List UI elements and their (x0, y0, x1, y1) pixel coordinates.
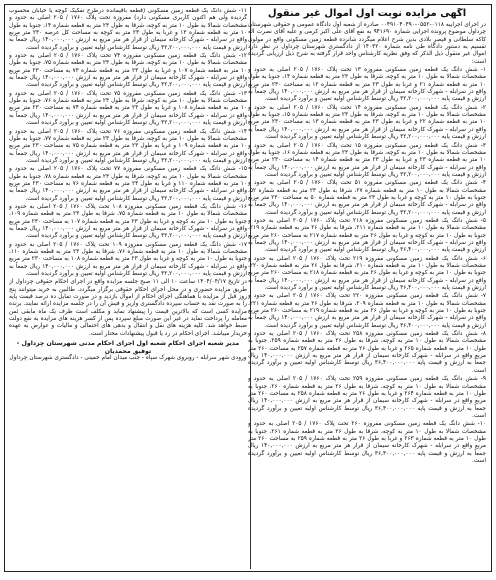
item-paragraph: ۱۳- شش دانگ یک قطعه زمین مسکونی مفروزه ۷۵ تحت پلاک ۱۷۶۰ / ۲۰۵ اصلی به حدود و مشخصات شمالا به طول ۱۰ متر به کوچه، شرقا به طول ۲۳ متر به قطعه شماره ۷۶، جنوبا به طول ۱۰ متر به قطعه شماره ۱۰۸ و غربا به طول ۲۳ متر به قطعه شماره ۷۴ به مساحت ۲۳۰ متر مربع واقع در سرابله - شهرک کارخانه سیمان از قرار هر متر مربع به ارزش ۱۴۰,۰۰۰,۰۰۰ ریال جمعاً به ارزش و قیمت پایه ۳۲,۲۰۰,۰۰۰,۰۰۰ ریال توسط کارشناس اولیه تعیین و برآورد گردیده است. (9, 90, 247, 127)
notice-title: آگهی مزایده نوبت اول اموال غیر منقول (267, 8, 467, 19)
item-paragraph: ۳- شش دانگ یک قطعه زمین مسکونی مفروزه ۱۵ تحت پلاک ۱۷۶۰ / ۲۰۵ اصلی به حدود و مشخصات شمالا به طول ۱۰ متر به کوچه، شرقا به طول ۲۳ متر به قطعه شماره ۱۶، جنوبا به طول ۱۰ متر به قطعه شماره ۲۳ و غربا به طول ۲۳ متر به قطعه شماره ۱۴ به مساحت ۲۳۰ متر مربع واقع در سرابله - شهرک کارخانه سیمان از قرار هر متر مربع به ارزش ۱۴۰,۰۰۰,۰۰۰ ریال جمعاً به ارزش و قیمت پایه ۳۲,۲۰۰,۰۰۰,۰۰۰ ریال توسط کارشناس اولیه تعیین و برآورد گردیده است. (248, 142, 486, 178)
left-column (9, 8, 247, 568)
item-paragraph: ۵- شش دانگ یک قطعه زمین مسکونی مفروزه ۲۱۸ تحت پلاک ۱۷۶۰ / ۲۰۵ اصلی به حدود و مشخصات شمالا به طول ۱۰ متر به قطعه شماره ۲۱۱، شرقا به طول ۲۶ متر به قطعه شماره ۲۱۹، جنوبا به طول ۱۰ متر به کوچه و غربا به طول ۲۶ متر به قطعه شماره ۲۱۷ به مساحت ۲۶۰ متر مربع واقع در سرابله - شهرک کارخانه سیمان از قرار هر متر مربع به ارزش ۱۴۰,۰۰۰,۰۰۰ ریال جمعاً به ارزش و قیمت پایه ۳۶,۴۰۰,۰۰۰,۰۰۰ ریال توسط کارشناس اولیه تعیین و برآورد گردیده است. (248, 217, 486, 254)
intro-paragraph: در اجرای اجراییه ۰۱۱۸-۰۵۵۲-۰۰۴۹۱۰۴۰۴۹۰ صادره از شعبه اول دادگاه عمومی و حقوقی شهرستان چرداول موضوع پرونده اجرایی شماره ۹۴۱۶۹۰ به نفع آقای علی اکبر کرمی و علیه آقای نصرت اله کاکه سلطانی و قیصر بلادی بدین شرح اعلام میگردد شانزده قطعه زمین مسکونی واقع در مولوی تقسیم به دستور دادگاه طی نامه شماره ۱۴۰۳۲۰ از دادگستری شهرستان چرداول در نظر دارد اموال غیر منقول ذیل الذکر که وفق نظریه کارشناس واحد قرار گرفته به شرح ذیل ارزیابی گردیده است: (248, 22, 486, 65)
item-paragraph: ۷- شش دانگ یک قطعه زمین مسکونی مفروزه ۲۲۰ تحت پلاک ۱۷۶۰ / ۲۰۵ اصلی به حدود و مشخصات شمالا به طول ۱۰ متر به قطعه شماره ۲۰۹، شرقا به طول ۲۶ متر به قطعه شماره ۲۲۱، جنوبا به طول ۱۰ متر به کوچه و غربا به طول ۲۶ متر به قطعه شماره ۲۱۹ به مساحت ۲۶۰ متر مربع واقع در سرابله - شهرک کارخانه سیمان از قرار هر متر مربع به ارزش ۱۴۰,۰۰۰,۰۰۰ ریال جمعاً به ارزش و قیمت پایه ۳۶,۴۰۰,۰۰۰,۰۰۰ ریال توسط کارشناس اولیه تعیین و برآورد گردیده است. (248, 293, 486, 329)
item-paragraph: ۱۵- شش دانگ یک قطعه زمین مسکونی مفروزه ۷۷ تحت پلاک ۱۷۶۰ / ۲۰۵ اصلی به حدود و مشخصات شمالا به طول ۱۰ متر به کوچه، شرقا به طول ۲۳ متر به قطعه شماره ۷۸، جنوبا به طول ۱۰ متر به قطعه شماره ۱۱۰ و غربا به طول ۲۳ متر به قطعه شماره ۷۶ به مساحت ۲۳۰ متر مربع واقع در سرابله - شهرک کارخانه سیمان از قرار هر متر مربع به ارزش ۱۴۰,۰۰۰,۰۰۰ ریال جمعاً به ارزش و قیمت پایه ۳۲,۲۰۰,۰۰۰,۰۰۰ ریال توسط کارشناس اولیه تعیین و برآورد گردیده است. (9, 166, 247, 202)
item-paragraph: ۱۱- شش دانگ یک قطعه زمین مسکونی (قطعه باقیمانده درطرح تفکیک کوچه یا خیابان محسوب گردیده ولی هم اکنون کاربری مسکونی دارد) مفروزه تحت پلاک ۱۷۶۰ / ۲۰۵ اصلی به حدود و مشخصات شمالا به طول ۱۰ متر به کوچه، شرقا به طول ۲۳ متر به قطعه شماره ۱۴، جنوبا به طول ۱۰ متر به قطعه شماره ۱۳ و غربا به طول ۲۳ متر به کوچه به مساحت کل عرصه ۲۳۰ متر مربع واقع در سرابله - شهرک کارخانه سیمان از قرار هر متر مربع به ارزش ۱۴۰,۰۰۰,۰۰۰ ریال جمعاً به ارزش و قیمت پایه ۳۲,۲۰۰,۰۰۰,۰۰۰ ریال توسط کارشناس اولیه تعیین و برآورد گردیده است. (9, 8, 247, 51)
item-paragraph: ۸- شش دانگ یک قطعه زمین مسکونی مفروزه ۲۵۸ تحت پلاک ۱۷۶۰ / ۲۰۵ اصلی به حدود و مشخصات شمالا به طول ۱۰ متر به کوچه، شرقا به طول ۲۶ متر به قطعه شماره ۲۵۹، جنوبا به طول ۱۰ متر به قطعه شماره ۲۶۵ و غربا به طول ۲۶ متر به قطعه شماره ۲۵۷ به مساحت ۲۶۰ متر مربع واقع در سرابله - شهرک کارخانه سیمان از قرار هر متر مربع به ارزش ۱۴۰,۰۰۰,۰۰۰ ریال جمعاً به ارزش و قیمت پایه ۳۶,۴۰۰,۰۰۰,۰۰۰ ریال توسط کارشناس اولیه تعیین و برآورد گردیده است. (248, 331, 486, 374)
item-paragraph: ۱۷- شش دانگ یک قطعه زمین مسکونی مفروزه ۱۰۹ تحت پلاک ۱۷۶۰ / ۲۰۵ اصلی به حدود و مشخصات شمالا به طول ۱۰ متر به قطعه شماره ۷۶، شرقا به طول ۲۳ متر به قطعه شماره ۱۱۰، جنوبا به طول ۱۰ متر به کوچه و غربا به طول ۲۳ متر به قطعه شماره ۱۰۸ به مساحت ۲۳۰ متر مربع واقع در سرابله - شهرک کارخانه سیمان از قرار هر متر مربع به ارزش ۱۴۰,۰۰۰,۰۰۰ ریال جمعاً به ارزش و قیمت پایه ۳۲,۲۰۰,۰۰۰,۰۰۰ ریال توسط کارشناس اولیه تعیین و برآورد گردیده است. (9, 241, 247, 278)
item-paragraph: ۶- شش دانگ یک قطعه زمین مسکونی مفروزه ۲۱۹ تحت پلاک ۱۷۶۰ / ۲۰۵ اصلی به حدود و مشخصات شمالا به طول ۱۰ متر به قطعه شماره ۲۱۰، شرقا به طول ۲۶ متر به قطعه شماره ۲۲۰، جنوبا به طول ۱۰ متر به کوچه و غربا به طول ۲۶ متر به قطعه شماره ۲۱۸ به مساحت ۲۶۰ متر مربع واقع در سرابله - شهرک کارخانه سیمان از قرار هر متر مربع به ارزش ۱۴۰,۰۰۰,۰۰۰ ریال جمعاً به ارزش و قیمت پایه ۳۶,۴۰۰,۰۰۰,۰۰۰ ریال توسط کارشناس اولیه تعیین و برآورد گردیده است. (248, 255, 486, 292)
item-paragraph: ۱۶- شش دانگ یک قطعه زمین مسکونی مفروزه ۱۰۸ تحت پلاک ۱۷۶۰ / ۲۰۵ اصلی به حدود و مشخصات شمالا به طول ۱۰ متر به قطعه شماره ۷۵، شرقا به طول ۲۳ متر به قطعه شماره ۱۰۹، جنوبا به طول ۱۰ متر به کوچه و غربا به طول ۲۳ متر به قطعه شماره ۱۰۷ به مساحت ۲۳۰ متر مربع واقع در سرابله - شهرک کارخانه سیمان از قرار هر متر مربع به ارزش ۱۴۰,۰۰۰,۰۰۰ ریال جمعاً به ارزش و قیمت پایه ۳۲,۲۰۰,۰۰۰,۰۰۰ ریال توسط کارشناس اولیه تعیین و برآورد گردیده است. (9, 203, 247, 240)
address-line: ورودی شهر سرابله - روبروی شهرک سپاه - جنب میدان امام خمینی - دادگستری شهرستان چرداول (9, 355, 247, 362)
item-paragraph: ۱- شش دانگ یک قطعه زمین مسکونی مفروزه ۱۳ تحت پلاک ۱۷۶۰ / ۲۰۵ اصلی به حدود و مشخصات شمالا به طول ۱۰ متر به کوچه، شرقا به طول ۲۳ متر به قطعه شماره ۱۴، جنوبا به طول ۱۰ متر به قطعه شماره ۲۱ و غربا به طول ۲۳ متر به قطعه شماره ۱۲ به مساحت ۲۳۰ متر مربع واقع در سرابله - شهرک کارخانه سیمان از قرار هر متر مربع به ارزش ۱۴۰,۰۰۰,۰۰۰ ریال جمعاً به ارزش و قیمت پایه ۳۲,۲۰۰,۰۰۰,۰۰۰ ریال توسط کارشناس اولیه تعیین و برآورد گردیده است. (248, 67, 486, 103)
item-paragraph: ۲- شش دانگ یک قطعه زمین مسکونی مفروزه ۱۴ تحت پلاک ۱۷۶۰ / ۲۰۵ اصلی به حدود و مشخصات شمالا به طول ۱۰ متر به کوچه، شرقا به طول ۲۳ متر به قطعه شماره ۱۵، جنوبا به طول ۱۰ متر به قطعه شماره ۲۲ و غربا به طول ۲۳ متر به قطعه شماره ۱۳ به مساحت ۲۳۰ متر مربع واقع در سرابله - شهرک کارخانه سیمان از قرار هر متر مربع به ارزش ۱۴۰,۰۰۰,۰۰۰ ریال جمعاً به ارزش و قیمت پایه ۳۲,۲۰۰,۰۰۰,۰۰۰ ریال توسط کارشناس اولیه تعیین و برآورد گردیده است. (248, 104, 486, 141)
item-paragraph: ۴- شش دانگ یک قطعه زمین مسکونی مفروزه ۵۱ تحت پلاک ۱۷۶۰ / ۲۰۵ اصلی به حدود و مشخصات شمالا به طول ۱۰ متر به قطعه شماره ۲۷، شرقا به طول ۲۳ متر به قطعه شماره ۵۲، جنوبا به طول ۱۰ متر به کوچه و غربا به طول ۲۳ متر به قطعه شماره ۵۰ به مساحت ۲۳۰ متر مربع واقع در سرابله - شهرک کارخانه سیمان از قرار هر متر مربع به ارزش ۱۴۰,۰۰۰,۰۰۰ ریال جمعاً به ارزش و قیمت پایه ۳۲,۲۰۰,۰۰۰,۰۰۰ ریال توسط کارشناس اولیه تعیین و برآورد گردیده است. (248, 180, 486, 216)
item-paragraph: ۱۰- شش دانگ یک قطعه زمین مسکونی مفروزه ۲۶۰ تحت پلاک ۱۷۶۰ / ۲۰۵ اصلی به حدود و مشخصات شمالا به طول ۱۰ متر به کوچه، شرقا به طول ۲۶ متر به قطعه شماره ۲۶۱، جنوبا به طول ۱۰ متر به قطعه شماره ۲۶۳ و غربا به طول ۲۶ متر به قطعه شماره ۲۵۹ به مساحت ۲۶۰ متر مربع واقع در سرابله - شهرک کارخانه سیمان از قرار هر متر مربع به ارزش ۱۴۰,۰۰۰,۰۰۰ ریال جمعاً به ارزش و قیمت پایه ۳۶,۴۰۰,۰۰۰,۰۰۰ ریال توسط کارشناس اولیه تعیین و برآورد گردیده است. (248, 421, 486, 464)
right-column (248, 8, 486, 568)
notice-page (4, 4, 492, 572)
item-paragraph: ۱۲- شش دانگ یک قطعه زمین مسکونی مفروزه ۷۴ تحت پلاک ۱۷۶۰ / ۲۰۵ اصلی به حدود و مشخصات شمالا به طول ۱۰ متر به کوچه، شرقا به طول ۲۳ متر به قطعه شماره ۷۵، جنوبا به طول ۱۰ متر به قطعه شماره ۱۰۷ و غربا به طول ۲۳ متر به قطعه شماره ۷۳ به مساحت ۲۳۰ متر مربع واقع در سرابله - شهرک کارخانه سیمان از قرار هر متر مربع به ارزش ۱۴۰,۰۰۰,۰۰۰ ریال جمعاً به ارزش و قیمت پایه ۳۲,۲۰۰,۰۰۰,۰۰۰ ریال توسط کارشناس اولیه تعیین و برآورد گردیده است. (9, 53, 247, 89)
item-paragraph: ۱۴- شش دانگ یک قطعه زمین مسکونی مفروزه ۷۶ تحت پلاک ۱۷۶۰ / ۲۰۵ اصلی به حدود و مشخصات شمالا به طول ۱۰ متر به کوچه، شرقا به طول ۲۳ متر به قطعه شماره ۷۷، جنوبا به طول ۱۰ متر به قطعه شماره ۱۰۹ و غربا به طول ۲۳ متر به قطعه شماره ۷۵ به مساحت ۲۳۰ متر مربع واقع در سرابله - شهرک کارخانه سیمان از قرار هر متر مربع به ارزش ۱۴۰,۰۰۰,۰۰۰ ریال جمعاً به ارزش و قیمت پایه ۳۲,۲۰۰,۰۰۰,۰۰۰ ریال توسط کارشناس اولیه تعیین و برآورد گردیده است. (9, 128, 247, 164)
signature-line: مدیر شعبه اجرای احکام شعبه اول اجرای احکام مدنی شهرستان چرداول - توفیق محمدیان (16, 340, 240, 355)
item-paragraph: ۹- شش دانگ یک قطعه زمین مسکونی مفروزه ۲۵۹ تحت پلاک ۱۷۶۰ / ۲۰۵ اصلی به حدود و مشخصات شمالا به طول ۱۰ متر به کوچه، شرقا به طول ۲۶ متر به قطعه شماره ۲۶۰، جنوبا به طول ۱۰ متر به قطعه شماره ۲۶۴ و غربا به طول ۲۶ متر به قطعه شماره ۲۵۸ به مساحت ۲۶۰ متر مربع واقع در سرابله - شهرک کارخانه سیمان از قرار هر متر مربع به ارزش ۱۴۰,۰۰۰,۰۰۰ ریال جمعاً به ارزش و قیمت پایه ۳۶,۴۰۰,۰۰۰,۰۰۰ ریال توسط کارشناس اولیه تعیین و برآورد گردیده است. (248, 376, 486, 419)
conditions-paragraph: در تاریخ ۱۴۰۴/۰۴/۱۷ ساعت ۱۰ الی ۱۱ صبح جلسه مزایده واقع در اجرای احکام حقوقی چرداول از طریق مزایده حضوری و در محل اجرای احکام حقوقی برگزار میگردد. طالبین به خرید میتوانند پنج روز قبل از مزایده با هماهنگی اجرای احکام از اموال بازدید و در صورت تمایل ده درصد قیمت پایه را به صورت نقد به حساب سپرده دادگستری واریز و فیش آن را در جلسه مزایده ارائه نمایند. برنده مزایده کسی است که بالاترین قیمت را پیشنهاد نماید و مکلف است ظرف یک ماه مابقی ثمن معامله را پرداخت نماید در غیر این صورت مبلغ سپرده پس از کسر هزینه های مزایده به نفع دولت ضبط خواهد شد. کلیه هزینه های نقل و انتقال و بدهی های احتمالی و مالیات و عوارض به عهده خریدار میباشد. اجرای احکام در رد یا قبول پیشنهادات مختار است. (9, 279, 247, 337)
